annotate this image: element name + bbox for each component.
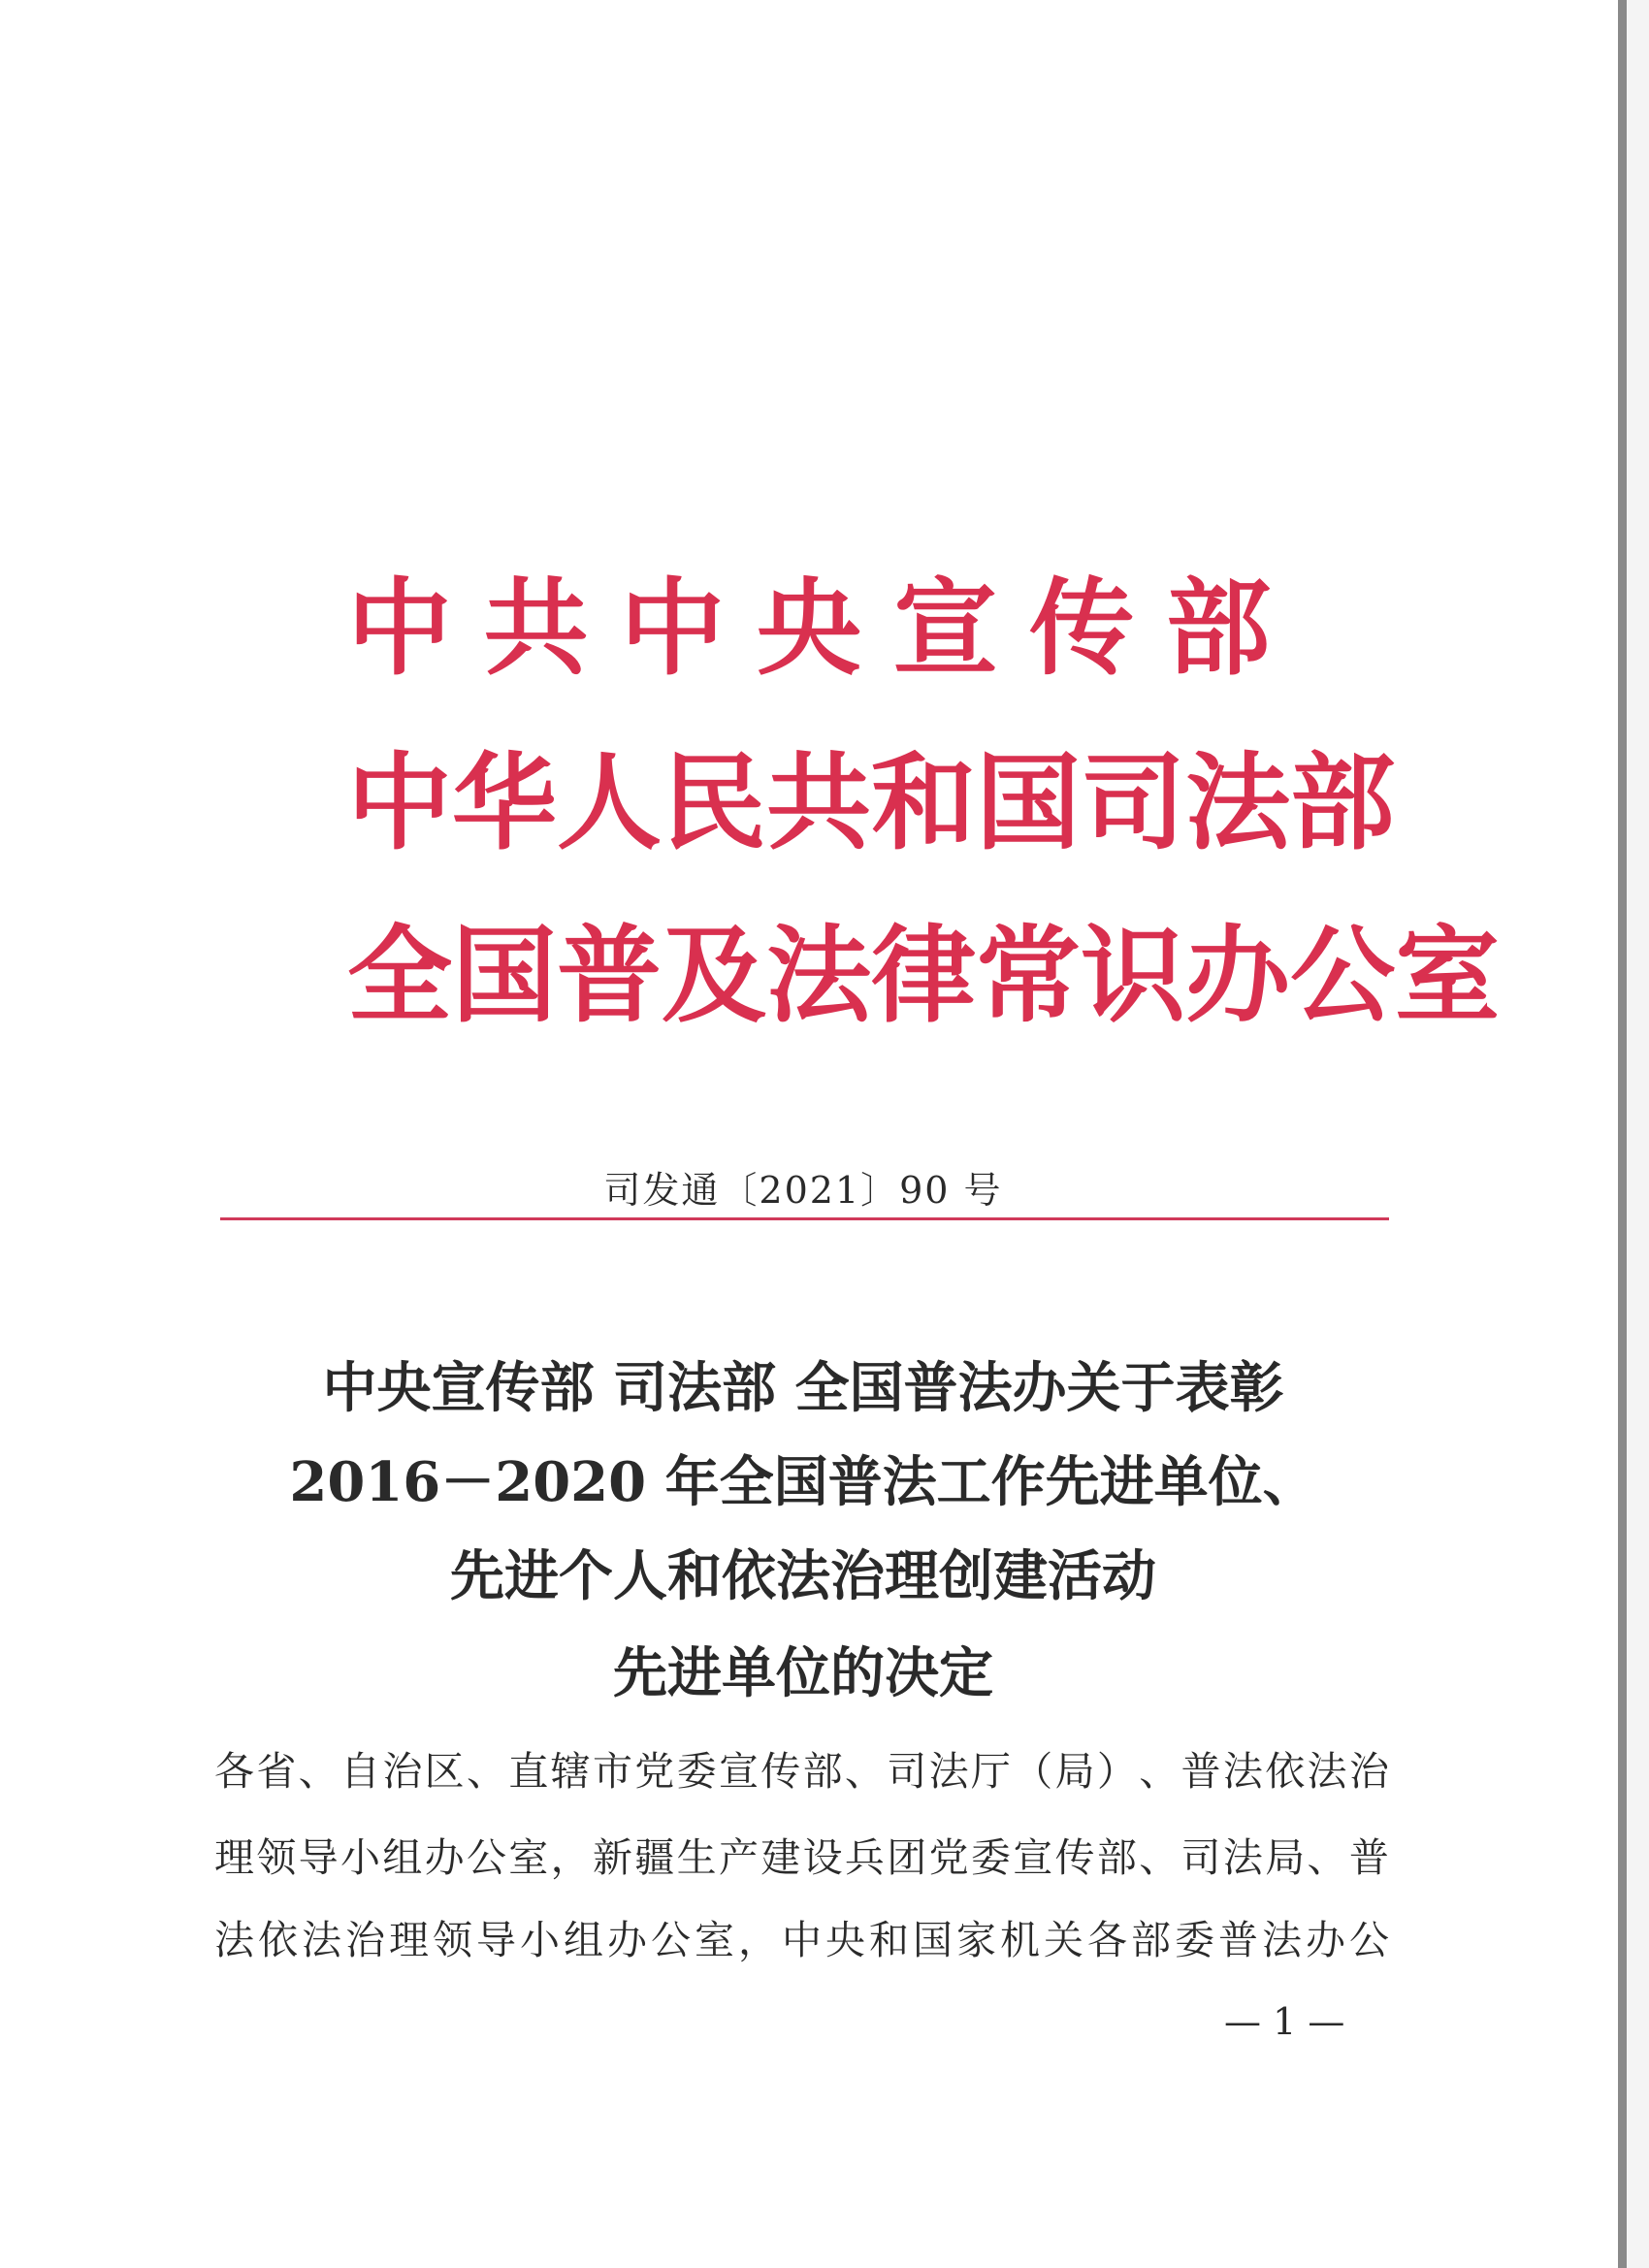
page-number: — 1 — xyxy=(1224,2000,1345,2043)
title-line-4: 先进单位的决定 xyxy=(613,1641,993,1705)
body-line-1: 各 省 、 自 治 区 、 直 辖 市 党 委 宣 传 部 、 司 法 厅 （ 局 ） 、 普 法 依 法 治 xyxy=(214,1748,1389,1795)
title-line-3: 先进个人和依法治理创建活动 xyxy=(450,1544,1156,1608)
title-line-1: 中央宣传部 司法部 全国普法办关于表彰 xyxy=(322,1356,1284,1420)
title-line-2: 2016－2020 年全国普法工作先进单位、 xyxy=(289,1450,1317,1514)
red-divider xyxy=(220,1217,1389,1220)
scan-margin xyxy=(1627,0,1649,2268)
letterhead-line-2: 中 华 人 民 共 和 国 司 法 部 xyxy=(347,742,1396,864)
body-line-3: 法 依 法 治 理 领 导 小 组 办 公 室 ， 中 央 和 国 家 机 关 各 部 委 普 法 办 公 xyxy=(214,1917,1389,1963)
document-number: 司发通〔2021〕90 号 xyxy=(603,1169,1003,1212)
scan-edge xyxy=(1618,0,1627,2268)
letterhead-line-3: 全 国 普 及 法 律 常 识 办 公 室 xyxy=(347,915,1501,1037)
letterhead-line-1: 中 共 中 央 宣 传 部 xyxy=(347,567,1271,690)
body-line-2: 理 领 导 小 组 办 公 室 ， 新 疆 生 产 建 设 兵 团 党 委 宣 传 部 、 司 法 局 、 普 xyxy=(214,1834,1389,1881)
